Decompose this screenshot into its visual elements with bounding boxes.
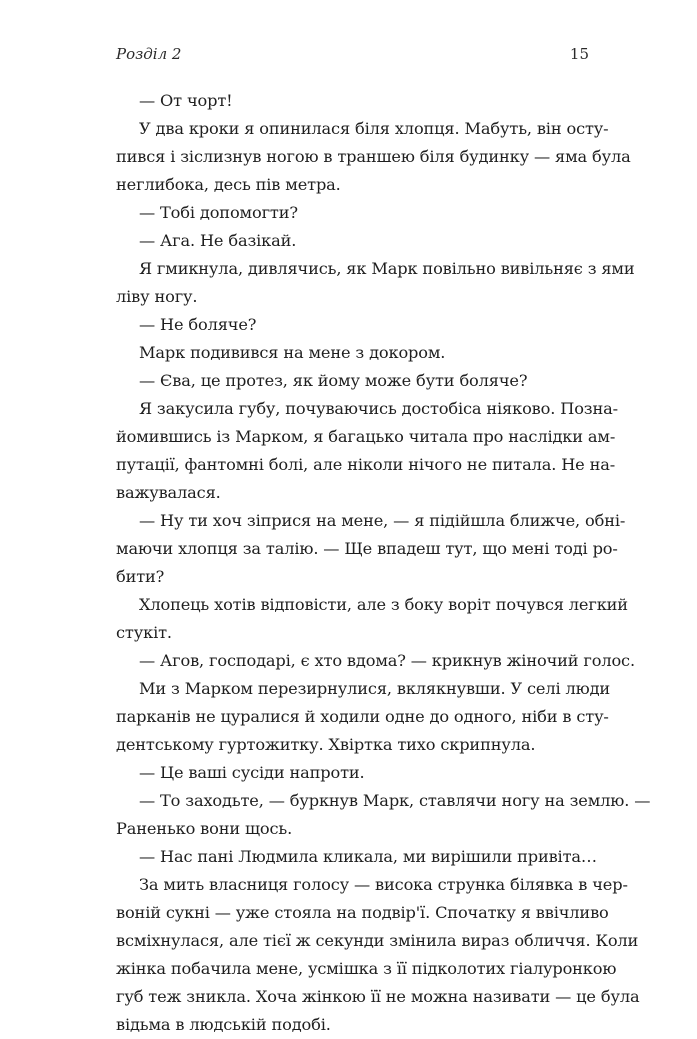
text-line: важувалася. (116, 483, 221, 502)
text-line: Я гмикнула, дивлячись, як Марк повільно вивільняє з ями (139, 259, 635, 278)
text-line: відьма в людській подобі. (116, 1015, 331, 1034)
text-line: ліву ногу. (116, 287, 198, 306)
text-line: — Ну ти хоч зіприся на мене, — я підійшла ближче, обні- (139, 511, 626, 530)
text-line: — Це ваші сусіди напроти. (139, 763, 365, 782)
text-line: маючи хлопця за талію. — Ще впадеш тут, що мені тоді ро- (116, 539, 618, 558)
text-line: пився і зіслизнув ногою в траншею біля будинку — яма була (116, 147, 631, 166)
text-line: Хлопець хотів відповісти, але з боку воріт почувся легкий (139, 595, 628, 614)
text-line: — Агов, господарі, є хто вдома? — крикнув жіночий голос. (139, 651, 635, 670)
text-line: — От чорт! (139, 91, 233, 110)
running-header (116, 45, 589, 69)
text-line: За мить власниця голосу — висока струнка білявка в чер- (139, 875, 628, 894)
text-line: Я закусила губу, почуваючись достобіса ніяково. Позна- (139, 399, 618, 418)
text-line: — Єва, це протез, як йому може бути боляче? (139, 371, 528, 390)
text-line: парканів не цуралися й ходили одне до одного, ніби в сту- (116, 707, 609, 726)
text-line: губ теж зникла. Хоча жінкою її не можна називати — це була (116, 987, 640, 1006)
body-text (116, 87, 651, 1039)
text-line: У два кроки я опинилася біля хлопця. Мабуть, він осту- (139, 119, 609, 138)
text-line: — Нас пані Людмила кликала, ми вирішили привіта… (139, 847, 597, 866)
text-line: йомившись із Марком, я багацько читала про наслідки ам- (116, 427, 616, 446)
page-number: 15 (569, 45, 589, 63)
text-line: Ми з Марком перезирнулися, вклякнувши. У селі люди (139, 679, 611, 698)
text-line: неглибока, десь пів метра. (116, 175, 341, 194)
text-line: путації, фантомні болі, але ніколи нічого не питала. Не на- (116, 455, 616, 474)
text-line: бити? (116, 567, 165, 586)
text-line: всміхнулася, але тієї ж секунди змінила вираз обличчя. Коли (116, 931, 639, 950)
text-line: жінка побачила мене, усмішка з її підколотих гіалуронкою (116, 959, 617, 978)
text-line: — То заходьте, — буркнув Марк, ставлячи ногу на землю. — (139, 791, 651, 810)
text-line: Марк подивився на мене з докором. (139, 343, 446, 362)
text-line: стукіт. (116, 623, 172, 642)
text-line: воній сукні — уже стояла на подвір'ї. Спочатку я ввічливо (116, 903, 609, 922)
text-line: дентському гуртожитку. Хвіртка тихо скрипнула. (116, 735, 536, 754)
text-line: Раненько вони щось. (116, 819, 293, 838)
text-line: — Тобі допомогти? (139, 203, 298, 222)
text-line: — Не боляче? (139, 315, 257, 334)
text-line: — Ага. Не базікай. (139, 231, 297, 250)
chapter-title: Розділ 2 (116, 45, 182, 63)
